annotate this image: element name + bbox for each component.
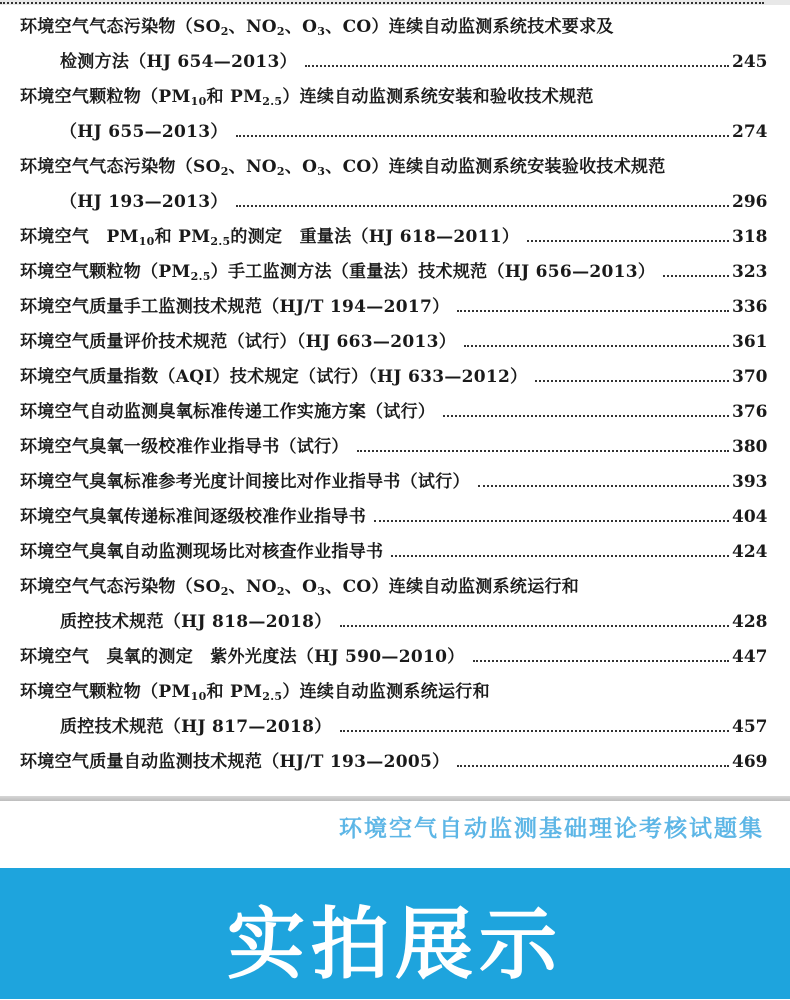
toc-entry-title: （HJ 193—2013） [60,192,228,212]
dot-leader [236,134,729,137]
toc-entry-title: 质控技术规范（HJ 818—2018） [60,612,332,632]
toc-entry-title: 环境空气 $PM_{10}$和 $PM_{2.5}$的测定 重量法（HJ 618—2011） [20,227,520,248]
toc-line [20,358,766,388]
toc-entry-title: 环境空气颗粒物（$PM_{10}$和 $PM_{2.5}$）连续自动监测系统运行和 [20,682,490,703]
toc-line [20,638,766,668]
dot-leader [391,554,729,557]
section-divider [0,796,790,801]
toc-entry-title: 环境空气臭氧传递标准间逐级校准作业指导书 [20,507,366,527]
toc-entry-title: 环境空气质量指数（AQI）技术规定（试行）（HJ 633—2012） [20,367,528,387]
toc-line [20,288,766,318]
toc-line [20,8,766,38]
toc-line [20,148,766,178]
toc-entry-title: 环境空气臭氧自动监测现场比对核查作业指导书 [20,542,384,562]
toc-line [60,183,766,213]
toc-entry-title: 环境空气颗粒物$(PM_{2.5})$手工监测方法（重量法）技术规范（HJ 656—2013） [20,262,656,283]
toc-page-number: 469 [732,752,768,772]
dot-leader [236,204,729,207]
toc-page-number: 380 [732,437,768,457]
dot-leader [527,239,729,242]
toc-line [20,253,766,283]
toc-line [20,533,766,563]
dot-leader [457,764,729,767]
dot-leader [663,274,729,277]
dot-leader [340,624,729,627]
toc-entry-title: 环境空气臭氧一级校准作业指导书（试行） [20,437,349,457]
toc-page-number: 245 [732,52,768,72]
toc-line [20,463,766,493]
toc-page-number: 361 [732,332,768,352]
toc-entry-title: 环境空气质量自动监测技术规范（HJ/T 193—2005） [20,752,450,772]
toc-line [20,743,766,773]
toc-entry-title: 环境空气气态污染物（$SO_2$、$NO_2$、$O_3$、CO）连续自动监测系统运行和 [20,577,580,598]
dot-leader [357,449,729,452]
toc-entry-title: 检测方法（HJ 654—2013） [60,52,297,72]
toc-page-number: 393 [732,472,768,492]
toc-line [20,428,766,458]
toc-page-number: 370 [732,367,768,387]
toc-page-number: 428 [732,612,768,632]
toc-page-number: 296 [732,192,768,212]
toc-entry-title: 环境空气 臭氧的测定 紫外光度法（HJ 590—2010） [20,647,465,667]
toc-entry-title: 环境空气自动监测臭氧标准传递工作实施方案（试行） [20,402,436,422]
toc-line [20,218,766,248]
dot-leader [478,484,729,487]
toc-line [20,393,766,423]
toc-line [20,78,766,108]
banner-title: 实拍展示 [226,900,563,990]
toc-line [20,568,766,598]
toc-entry-title: 环境空气气态污染物（$SO_2$、$NO_2$、$O_3$、CO）连续自动监测系统安装验收技术规范 [20,157,666,178]
toc-page-number: 376 [732,402,768,422]
dot-leader [457,309,729,312]
toc-entry-title: 环境空气臭氧标准参考光度计间接比对作业指导书（试行） [20,472,470,492]
toc-line [60,603,766,633]
dot-leader [305,64,729,67]
dot-leader [443,414,729,417]
toc-page-number: 457 [732,717,768,737]
toc-entry-title: 环境空气质量评价技术规范（试行）（HJ 663—2013） [20,332,457,352]
dot-leader [340,729,729,732]
toc-line [60,113,766,143]
toc-line [60,43,766,73]
toc-page-number: 404 [732,507,768,527]
toc-entry-title: 质控技术规范（HJ 817—2018） [60,717,332,737]
toc-entry-title: 环境空气气态污染物（$SO_2$、$NO_2$、$O_3$、CO）连续自动监测系统技术要求及 [20,17,614,38]
dot-leader [535,379,729,382]
toc-entry-title: （HJ 655—2013） [60,122,228,142]
toc-page-number: 274 [732,122,768,142]
toc-line [20,673,766,703]
toc-line [20,498,766,528]
dot-leader [473,659,729,662]
toc-page-number: 336 [732,297,768,317]
toc-page-number: 318 [732,227,768,247]
toc-line [60,708,766,738]
toc-page-number: 323 [732,262,768,282]
toc-page-number: 447 [732,647,768,667]
dot-leader [374,519,729,522]
toc-entry-title: 环境空气质量手工监测技术规范（HJ/T 194—2017） [20,297,450,317]
dot-leader [464,344,729,347]
toc-line [20,323,766,353]
toc-entry-title: 环境空气颗粒物（$PM_{10}$和 $PM_{2.5}$）连续自动监测系统安装和验收技术规范 [20,87,594,108]
book-subtitle: 环境空气自动监测基础理论考核试题集 [339,815,764,842]
toc-page-number: 424 [732,542,768,562]
